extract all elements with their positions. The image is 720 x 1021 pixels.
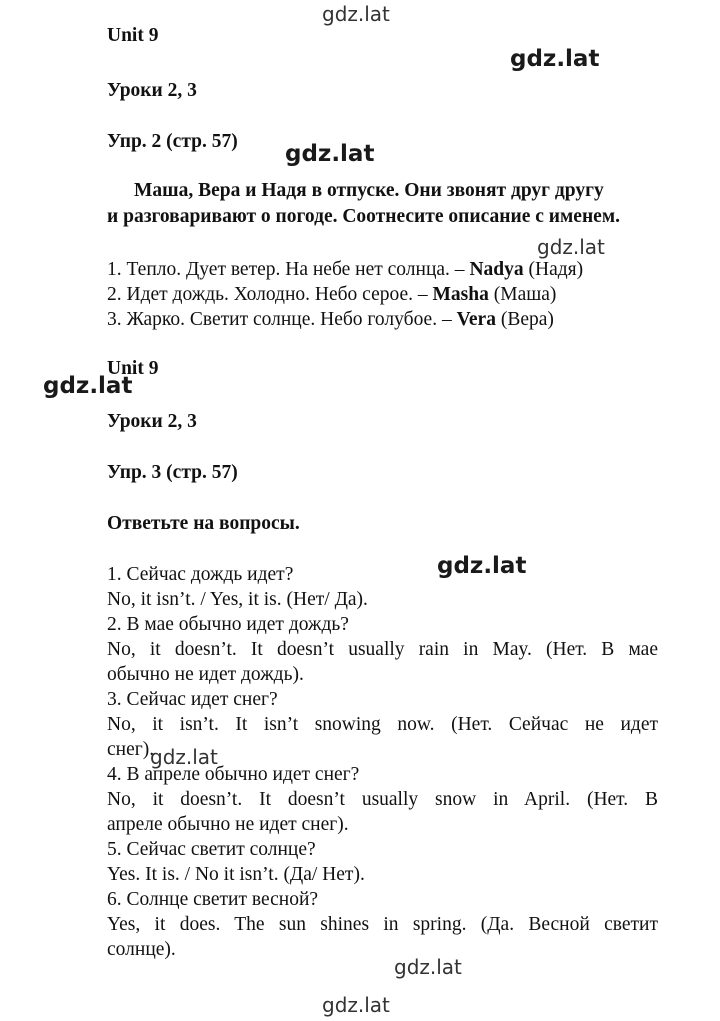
qa-line: 6. Солнце светит весной? (107, 889, 319, 910)
answer-name: Vera (456, 309, 496, 330)
qa-line: No, it doesn’t. It doesn’t usually snow in April. (Нет. В (107, 789, 658, 810)
watermark: gdz.lat (537, 235, 605, 259)
answer-name: Nadya (469, 259, 524, 280)
qa-line: Yes. It is. / No it isn’t. (Да/ Нет). (107, 864, 365, 885)
qa-line: No, it isn’t. It isn’t snowing now. (Нет. Сейчас не идет (107, 714, 658, 735)
answer-translation: (Маша) (488, 284, 557, 305)
qa-line: 5. Сейчас светит солнце? (107, 839, 316, 860)
qa-line: апреле обычно не идет снег). (107, 814, 349, 835)
qa-line: Yes, it does. The sun shines in spring. (Да. Весной светит (107, 914, 658, 935)
answer-translation: (Вера) (495, 309, 554, 330)
qa-line: No, it doesn’t. It doesn’t usually rain in May. (Нет. В мае (107, 639, 658, 660)
exercise-heading-2: Упр. 3 (стр. 57) (107, 462, 238, 483)
task-line-2: и разговаривают о погоде. Соотнесите описание с именем. (107, 206, 620, 227)
answer-text: 1. Тепло. Дует ветер. На небе нет солнца. – (107, 259, 470, 280)
answer-item-1 (107, 258, 583, 282)
qa-line: 4. В апреле обычно идет снег? (107, 764, 360, 785)
answer-translation: (Надя) (523, 259, 584, 280)
lessons-heading-1: Уроки 2, 3 (107, 80, 197, 101)
unit-heading-1: Unit 9 (107, 25, 159, 46)
answer-text: 3. Жарко. Светит солнце. Небо голубое. – (107, 309, 457, 330)
watermark: gdz.lat (150, 745, 218, 769)
qa-line: 3. Сейчас идет снег? (107, 689, 278, 710)
qa-line: солнце). (107, 939, 176, 960)
watermark: gdz.lat (322, 993, 390, 1017)
watermark: gdz.lat (437, 553, 527, 579)
qa-line: обычно не идет дождь). (107, 664, 304, 685)
watermark: gdz.lat (285, 141, 375, 167)
qa-line: 2. В мае обычно идет дождь? (107, 614, 349, 635)
watermark: gdz.lat (510, 46, 600, 72)
task-text-2: Ответьте на вопросы. (107, 513, 300, 534)
lessons-heading-2: Уроки 2, 3 (107, 411, 197, 432)
answer-item-3 (107, 308, 554, 332)
answer-name: Masha (432, 284, 489, 305)
qa-line: No, it isn’t. / Yes, it is. (Нет/ Да). (107, 589, 368, 610)
answer-item-2 (107, 283, 556, 307)
exercise-heading-1: Упр. 2 (стр. 57) (107, 131, 238, 152)
unit-heading-2: Unit 9 (107, 358, 159, 379)
watermark: gdz.lat (394, 955, 462, 979)
answer-text: 2. Идет дождь. Холодно. Небо серое. – (107, 284, 433, 305)
qa-line: 1. Сейчас дождь идет? (107, 564, 294, 585)
watermark: gdz.lat (322, 2, 390, 26)
task-line-1: Маша, Вера и Надя в отпуске. Они звонят друг другу (134, 180, 604, 201)
qa-line: снег). (107, 739, 155, 760)
watermark: gdz.lat (43, 373, 133, 399)
